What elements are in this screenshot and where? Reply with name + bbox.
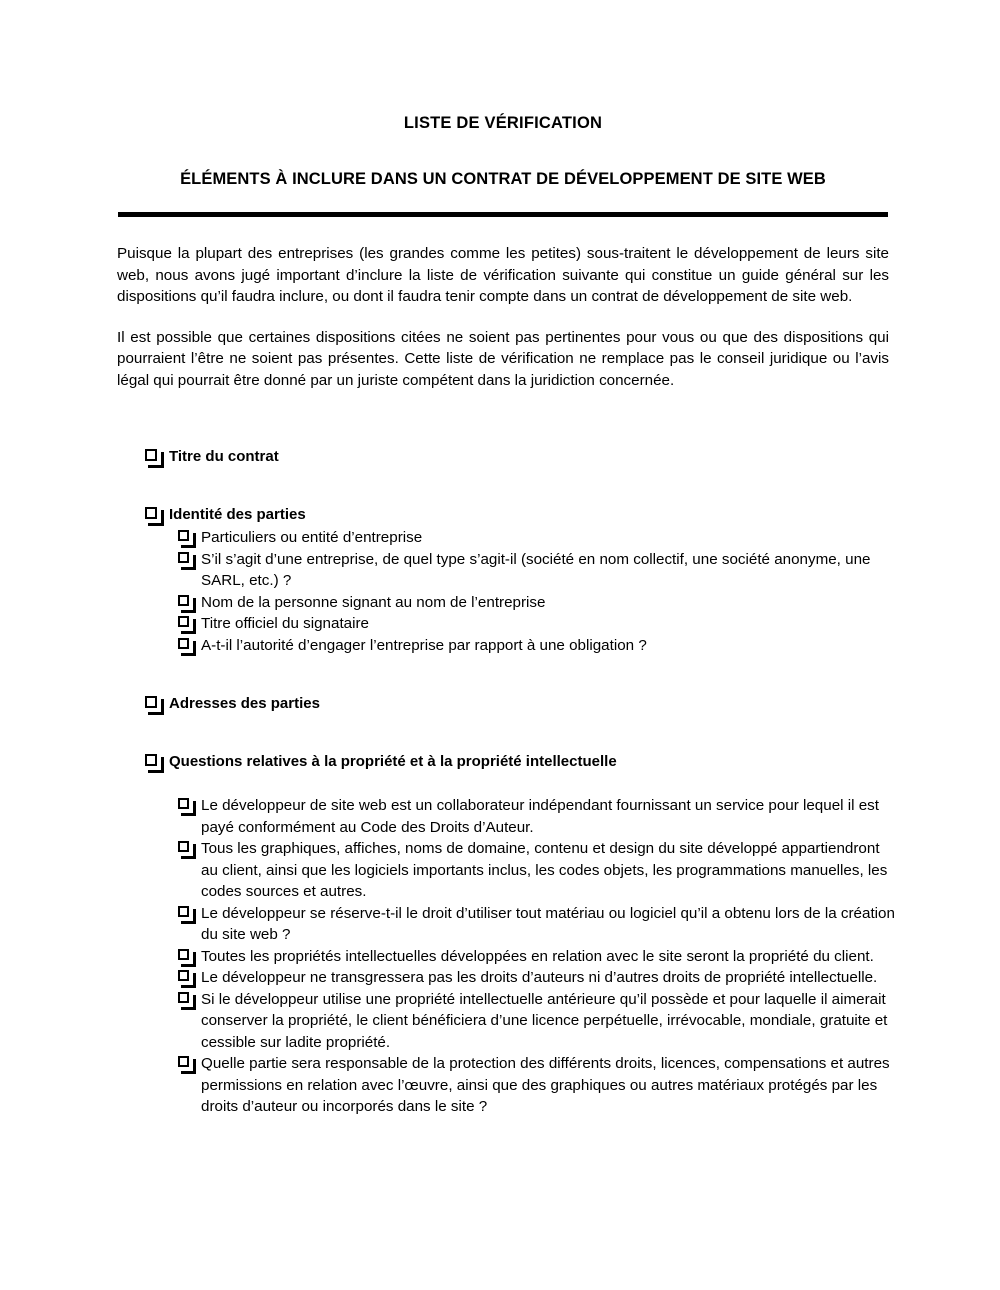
checklist-item[interactable] — [0, 527, 1000, 549]
checklist-item[interactable] — [0, 613, 1000, 635]
checklist-heading-row[interactable] — [0, 505, 1000, 525]
checklist-item[interactable] — [0, 635, 1000, 657]
horizontal-rule — [118, 212, 888, 217]
checkbox-icon[interactable] — [145, 754, 161, 770]
checklist-item-label: A-t-il l’autorité d’engager l’entreprise par rapport à une obligation ? — [201, 636, 647, 654]
checkbox-icon[interactable] — [178, 530, 194, 546]
checkbox-icon[interactable] — [178, 949, 194, 965]
checklist-item[interactable] — [0, 989, 1000, 1054]
checkbox-icon[interactable] — [178, 1056, 194, 1072]
item-spacer — [0, 772, 1000, 795]
checklist-heading-label: Identité des parties — [169, 506, 306, 523]
checklist-item-label: Le développeur ne transgressera pas les droits d’auteurs ni d’autres droits de propriété intellectuelle. — [201, 969, 878, 986]
checklist-heading-row[interactable] — [0, 694, 1000, 714]
checklist-section-identite-des-parties — [0, 505, 1000, 656]
intro-section — [117, 243, 889, 391]
checkbox-icon[interactable] — [145, 507, 161, 523]
checklist-item[interactable] — [0, 838, 1000, 903]
section-spacer — [0, 714, 1000, 752]
section-spacer — [0, 656, 1000, 694]
checklist-item[interactable] — [0, 795, 1000, 838]
checklist-section-questions-propriete — [0, 752, 1000, 1118]
checklist-section-adresses-des-parties — [0, 694, 1000, 714]
checklist-item-label: Tous les graphiques, affiches, noms de domaine, contenu et design du site développé appartiendront au client, ainsi que les logiciels importants inclus, les codes objets, les programmations manuelles, les codes sources et autres. — [201, 840, 888, 900]
checkbox-icon[interactable] — [145, 696, 161, 712]
checklist-item-label: Nom de la personne signant au nom de l’entreprise — [201, 593, 546, 611]
checkbox-icon[interactable] — [178, 595, 194, 611]
checklist-item-label: Le développeur se réserve-t-il le droit d’utiliser tout matériau ou logiciel qu’il a obtenu lors de la création du site web ? — [201, 904, 895, 943]
checklist-item-label: Toutes les propriétés intellectuelles développées en relation avec le site seront la propriété du client. — [201, 947, 874, 965]
checklist-heading-label: Titre du contrat — [169, 448, 279, 465]
checkbox-icon[interactable] — [178, 970, 194, 986]
document-title-primary: LISTE DE VÉRIFICATION — [403, 114, 603, 132]
intro-paragraph-2: Il est possible que certaines dispositions citées ne soient pas pertinentes pour vous ou que des dispositions qui pourraient l’être ne soient pas présentes. Cette liste de vérification ne remplace pas le conseil juridique ou l’avis légal qui pourrait être donné par un juriste compétent dans la juridiction concernée. — [117, 328, 889, 389]
checklist-item[interactable] — [0, 592, 1000, 614]
checkbox-icon[interactable] — [178, 906, 194, 922]
checklist-section-titre-du-contrat — [0, 447, 1000, 467]
checklist-item[interactable] — [0, 549, 1000, 592]
section-spacer — [0, 467, 1000, 505]
checkbox-icon[interactable] — [178, 638, 194, 654]
checklist-heading-row[interactable] — [0, 447, 1000, 467]
checklist-item[interactable] — [0, 967, 1000, 989]
checklist-item-label: Particuliers ou entité d’entreprise — [201, 529, 423, 546]
intro-paragraph-1: Puisque la plupart des entreprises (les grandes comme les petites) sous-traitent le développement de leurs site web, nous avons jugé important d’inclure la liste de vérification suivante qui constitue un guide général sur les dispositions qu’il faudra inclure, ou dont il faudra tenir compte dans un contrat de développement de site web. — [117, 245, 889, 305]
checklist-heading-label: Questions relatives à la propriété et à la propriété intellectuelle — [169, 753, 617, 770]
checklist-item-label: Quelle partie sera responsable de la protection des différents droits, licences, compensations et autres permissions en relation avec l’œuvre, ainsi que des graphiques ou autres matériaux protégés par les droits d’auteur ou incorporés dans le site ? — [201, 1055, 890, 1115]
checklist — [0, 447, 1000, 1118]
checklist-item-label: Titre officiel du signataire — [201, 615, 369, 632]
checklist-item-label: Le développeur de site web est un collaborateur indépendant fournissant un service pour lequel il est payé conformément au Code des Droits d’Auteur. — [201, 797, 879, 836]
checkbox-icon[interactable] — [178, 841, 194, 857]
document-title-secondary: ÉLÉMENTS À INCLURE DANS UN CONTRAT DE DÉVELOPPEMENT DE SITE WEB — [180, 170, 826, 189]
checkbox-icon[interactable] — [178, 552, 194, 568]
checklist-heading-row[interactable] — [0, 752, 1000, 772]
checkbox-icon[interactable] — [145, 449, 161, 465]
checklist-item[interactable] — [0, 1053, 1000, 1118]
checkbox-icon[interactable] — [178, 616, 194, 632]
checklist-heading-label: Adresses des parties — [169, 695, 320, 712]
checklist-item[interactable] — [0, 946, 1000, 968]
checkbox-icon[interactable] — [178, 992, 194, 1008]
checklist-item-label: S’il s’agit d’une entreprise, de quel type s’agit-il (société en nom collectif, une société anonyme, une SARL, etc.) ? — [201, 550, 871, 589]
checklist-item[interactable] — [0, 903, 1000, 946]
checkbox-icon[interactable] — [178, 798, 194, 814]
title-block — [118, 112, 888, 191]
checklist-item-label: Si le développeur utilise une propriété intellectuelle antérieure qu’il possède et pour laquelle il aimerait conserver la propriété, le client bénéficiera d’une licence perpétuelle, irrévocable, mondiale, gratuite et cessible sur ladite propriété. — [201, 990, 888, 1051]
